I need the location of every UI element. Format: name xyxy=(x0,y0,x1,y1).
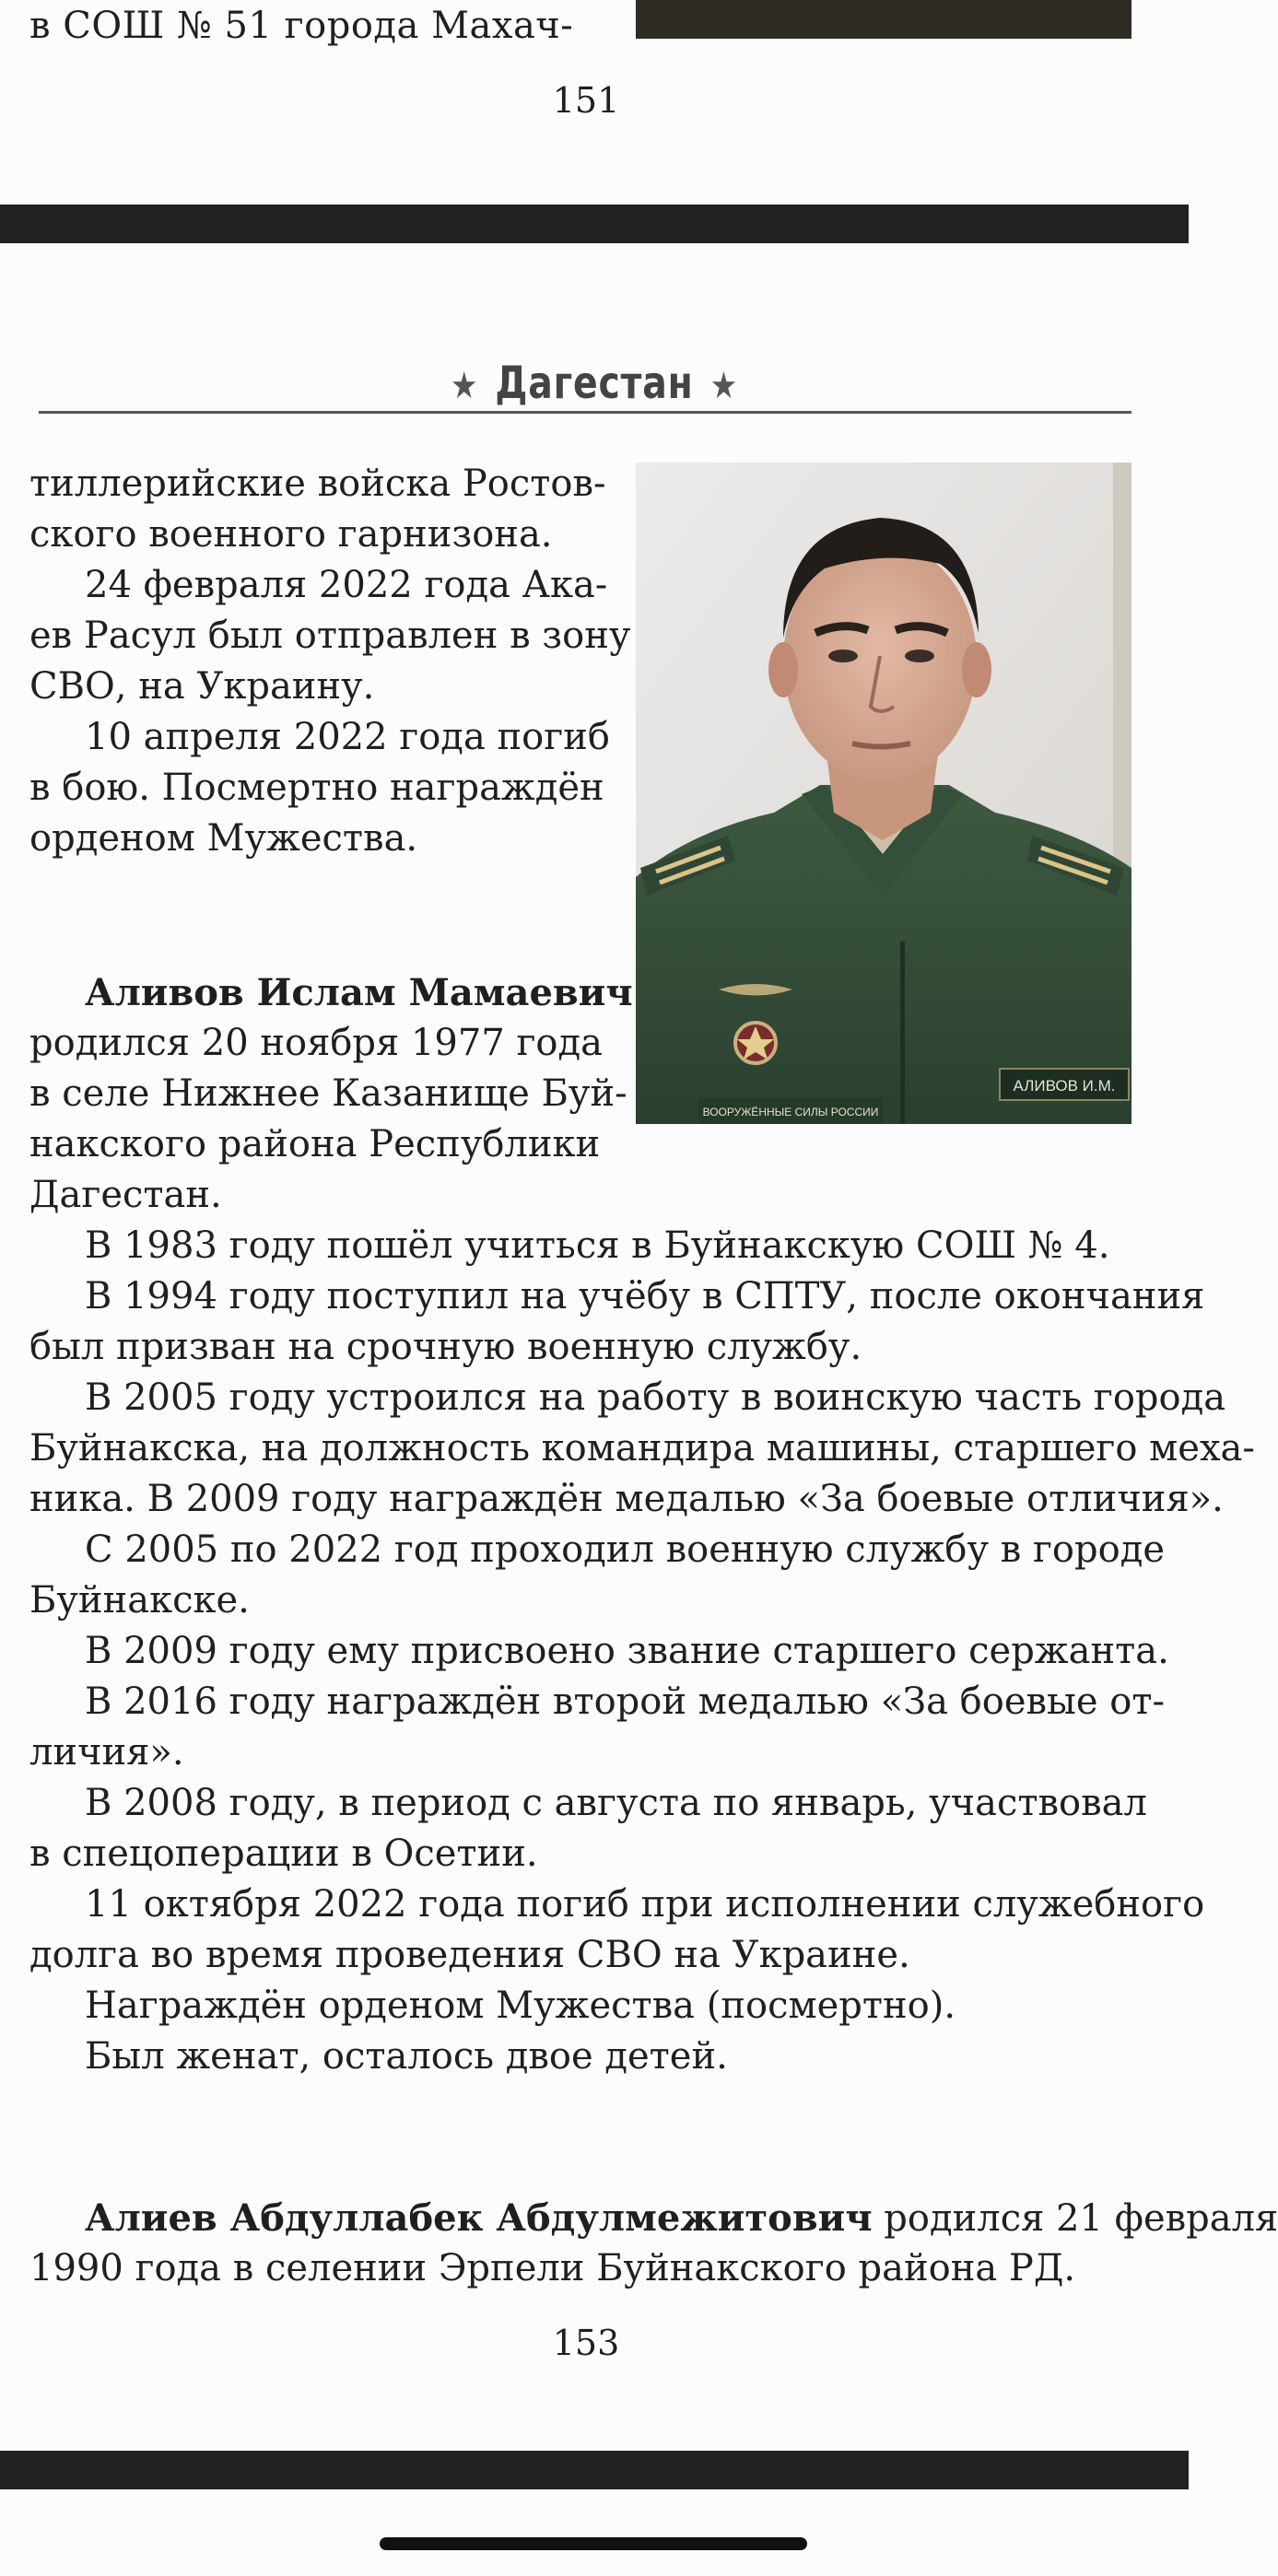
star-icon: ★ xyxy=(451,365,479,407)
text-line: Награждён орденом Мужества (посмертно). xyxy=(85,1985,956,2027)
text-line: в бою. Посмертно награждён xyxy=(29,767,604,809)
text-line: СВО, на Украину. xyxy=(29,665,375,708)
section-title: Дагестан xyxy=(495,357,694,409)
text-line: в селе Нижнее Казанище Буй- xyxy=(29,1072,627,1115)
text-line: С 2005 по 2022 год проходил военную службу в городе xyxy=(85,1528,1165,1571)
text-line: В 2005 году устроился на работу в воинскую часть города xyxy=(85,1376,1226,1419)
text-line: 1990 года в селении Эрпели Буйнакского района РД. xyxy=(29,2247,1076,2289)
text-line xyxy=(85,2193,1278,2244)
text-line: В 1983 году пошёл учиться в Буйнакскую СОШ № 4. xyxy=(85,1224,1110,1267)
person-name: Аливов Ислам Мамаевич xyxy=(85,971,633,1014)
text-line: В 2008 году, в период с августа по январь, участвовал xyxy=(85,1782,1147,1824)
person-name: Алиев Абдуллабек Абдулмежитович xyxy=(85,2196,873,2240)
text-line: 11 октября 2022 года погиб при исполнении служебного xyxy=(85,1883,1205,1926)
page-separator xyxy=(0,2451,1189,2489)
page-separator xyxy=(0,205,1189,243)
previous-page-last-line: в СОШ № 51 города Махач- xyxy=(29,5,574,47)
section-header xyxy=(107,356,1082,414)
text-line: долга во время проведения СВО на Украине. xyxy=(29,1934,910,1976)
text-line: ского военного гарнизона. xyxy=(29,513,553,556)
text-line: Буйнакска, на должность командира машины, старшего меха- xyxy=(29,1427,1255,1469)
text-fragment: родился 21 февраля xyxy=(872,2197,1278,2240)
previous-page-photo xyxy=(636,0,1131,39)
text-line: Дагестан. xyxy=(29,1174,222,1216)
text-line: В 1994 году поступил на учёбу в СПТУ, после окончания xyxy=(85,1275,1205,1317)
previous-page-number: 151 xyxy=(552,80,620,121)
text-line: ника. В 2009 году награждён медалью «За боевые отличия». xyxy=(29,1478,1224,1520)
home-indicator[interactable] xyxy=(380,2537,807,2550)
text-line: накского района Республики xyxy=(29,1123,601,1165)
text-line: В 2016 году награждён второй медалью «За боевые от- xyxy=(85,1680,1165,1723)
text-line: ев Расул был отправлен в зону xyxy=(29,615,631,657)
star-icon: ★ xyxy=(709,365,738,407)
text-line: Буйнакске. xyxy=(29,1579,250,1622)
portrait-photo xyxy=(636,463,1131,1124)
text-line: 24 февраля 2022 года Ака- xyxy=(85,564,608,606)
name-tag-text: АЛИВОВ И.М. xyxy=(1013,1077,1116,1095)
text-line: Был женат, осталось двое детей. xyxy=(85,2035,728,2078)
text-line: 10 апреля 2022 года погиб xyxy=(85,716,610,758)
header-rule xyxy=(39,411,1131,414)
text-line: был призван на срочную военную службу. xyxy=(29,1326,862,1368)
text-line: В 2009 году ему присвоено звание старшего сержанта. xyxy=(85,1630,1169,1672)
text-line: тиллерийские войска Ростов- xyxy=(29,463,606,505)
text-line: в спецоперации в Осетии. xyxy=(29,1832,538,1875)
sleeve-patch-text: ВООРУЖЁННЫЕ СИЛЫ РОССИИ xyxy=(702,1106,879,1118)
text-line: личия». xyxy=(29,1731,184,1774)
page-number: 153 xyxy=(552,2323,620,2363)
text-line: родился 20 ноября 1977 года xyxy=(29,1022,603,1064)
text-line: орденом Мужества. xyxy=(29,817,418,860)
